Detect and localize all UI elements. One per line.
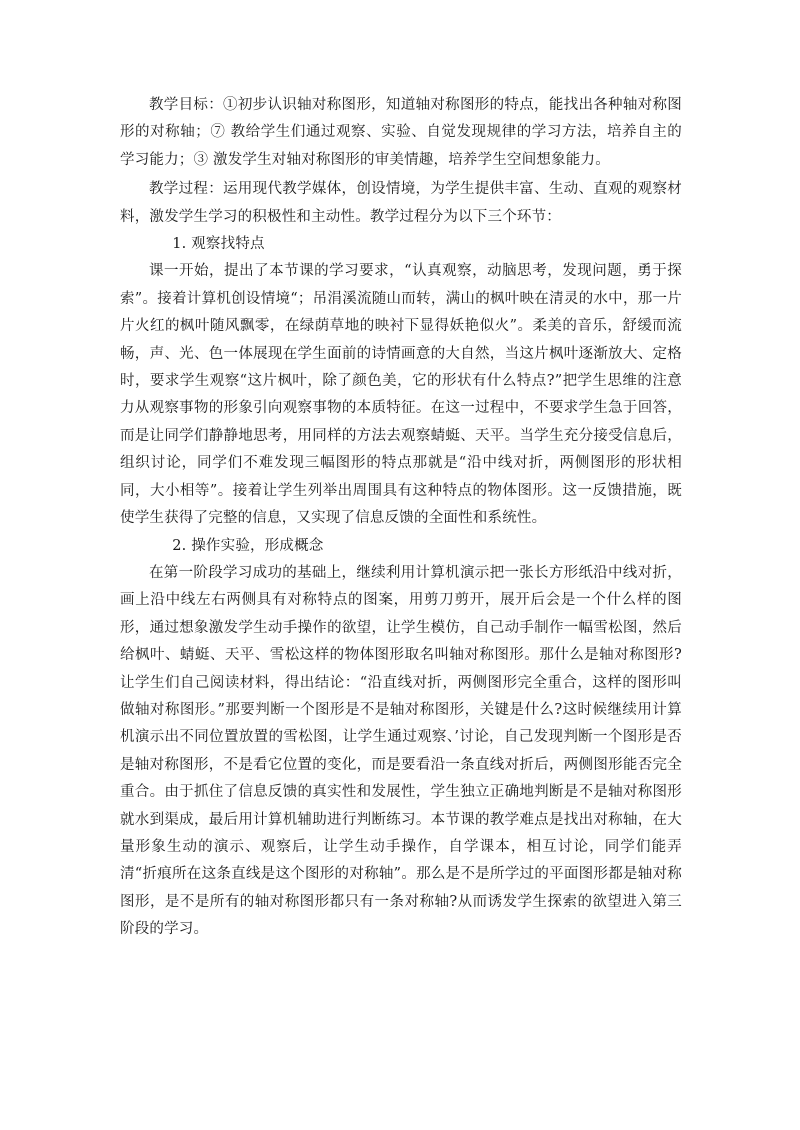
teaching-process-paragraph: 教学过程：运用现代教学媒体，创设情境，为学生提供丰富、生动、直观的观察材料，激发学生学习的积极性和主动性。教学过程分为以下三个环节： [120,181,682,225]
teaching-goals-paragraph: 教学目标：①初步认识轴对称图形，知道轴对称图形的特点，能找出各种轴对称图形的对称轴；⑦ 教给学生们通过观察、实验、自觉发现规律的学习方法，培养自主的学习能力；③ 激发学生对轴对称图形的审美情趣，培养学生空间想象能力。 [120,97,682,168]
section-2-body: 在第一阶段学习成功的基础上，继续利用计算机演示把一张长方形纸沿中线对折，画上沿中线左右两侧具有对称特点的图案，用剪刀剪开，展开后会是一个什么样的图形，通过想象激发学生动手操作的欲望，让学生模仿，自己动手制作一幅雪松图，然后给枫叶、蜻蜓、天平、雪松这样的物体图形取名叫轴对称图形。那什么是轴对称图形?让学生们自己阅读材料，得出结论：“沿直线对折，两侧图形完全重合，这样的图形叫做轴对称图形。”那要判断一个图形是不是轴对称图形，关键是什么?这时候继续用计算机演示出不同位置放置的雪松图，让学生通过观察、’讨论，自己发现判断一个图形是否是轴对称图形，不是看它位置的变化，而是要看沿一条直线对折后，两侧图形能否完全重合。由于抓住了信息反馈的真实性和发展性，学生独立正确地判断是不是轴对称图形就水到渠成，最后用计算机辅助进行判断练习。本节课的教学难点是找出对称轴，在大量形象生动的演示、观察后，让学生动手操作，自学课本，相互讨论，同学们能弄清“折痕所在这条直线是这个图形的对称轴”。那么是不是所学过的平面图形都是轴对称图形，是不是所有的轴对称图形都只有一条对称轴?从而诱发学生探索的欲望进入第三阶段的学习。 [120,564,682,938]
section-1-body: 课一开始，提出了本节课的学习要求，“认真观察，动脑思考，发现问题，勇于探索”。接着计算机创设情境“；吊涓溪流随山而转，满山的枫叶映在清灵的水中，那一片片火红的枫叶随风飘零，在绿荫草地的映衬下显得妖艳似火”。柔美的音乐，舒缓而流畅，声、光、色一体展现在学生面前的诗情画意的大自然，当这片枫叶逐渐放大、定格时，要求学生观察“这片枫叶，除了颜色美，它的形状有什么特点?”把学生思维的注意力从观察事物的形象引向观察事物的本质特征。在这一过程中，不要求学生急于回答，而是让同学们静静地思考，用同样的方法去观察蜻蜓、天平。当学生充分接受信息后，组织讨论，同学们不难发现三幅图形的特点那就是“沿中线对折，两侧图形的形状相同，大小相等”。接着让学生列举出周围具有这种特点的物体图形。这一反馈措施，既使学生获得了完整的信息，又实现了信息反馈的全面性和系统性。 [120,263,682,527]
section-1-heading: 1. 观察找特点 [172,236,265,253]
section-2-heading: 2. 操作实验，形成概念 [172,537,324,554]
